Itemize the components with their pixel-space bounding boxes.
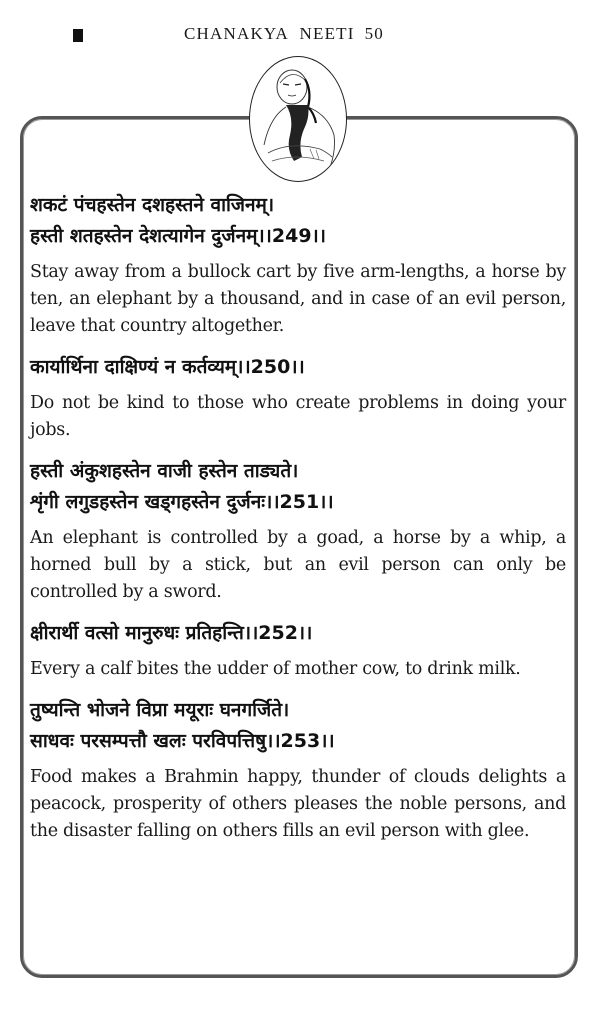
verse-block-252 bbox=[30, 618, 566, 683]
sanskrit-verse-line: तुष्यन्ति भोजने विप्रा मयूराः घनगर्जिते। bbox=[30, 699, 290, 721]
sanskrit-verse-line: हस्ती शतहस्तेन देशत्यागेन दुर्जनम्।।249।। bbox=[30, 225, 326, 247]
sanskrit-verse-line: साधवः परसम्पत्तौ खलः परविपत्तिषु।।253।। bbox=[30, 730, 335, 752]
verses-content bbox=[30, 190, 566, 857]
sanskrit-verse-line: क्षीरार्थी वत्सो मानुरुधः प्रतिहन्ति।।252।। bbox=[30, 622, 313, 644]
running-title bbox=[184, 22, 384, 46]
english-translation: Food makes a Brahmin happy, thunder of clouds delights a peacock, prosperity of others pleases the noble persons, and the disaster falling on others fills an evil person with glee. bbox=[30, 767, 566, 841]
english-translation: Stay away from a bullock cart by five arm-lengths, a horse by ten, an elephant by a thousand, and in case of an evil person, leave that country altogether. bbox=[30, 262, 566, 336]
header-square-mark bbox=[73, 29, 83, 42]
page-number: 50 bbox=[364, 24, 385, 43]
sanskrit-verse-line: शृंगी लगुडहस्तेन खड्गहस्तेन दुर्जनः।।251।। bbox=[30, 491, 334, 513]
english-translation: Every a calf bites the udder of mother cow, to drink milk. bbox=[30, 659, 521, 679]
verse-block-251 bbox=[30, 456, 566, 606]
verse-block-250 bbox=[30, 352, 566, 444]
sanskrit-verse-line: शकटं पंचहस्तेन दशहस्तने वाजिनम्। bbox=[30, 194, 275, 216]
english-translation: Do not be kind to those who create problems in doing your jobs. bbox=[30, 393, 566, 440]
page-header bbox=[0, 22, 600, 48]
sanskrit-verse-line: हस्ती अंकुशहस्तेन वाजी हस्तेन ताड्यते। bbox=[30, 460, 299, 482]
english-translation: An elephant is controlled by a goad, a horse by a whip, a horned bull by a stick, but an evil person can only be controlled by a sword. bbox=[30, 528, 566, 602]
verse-block-249 bbox=[30, 190, 566, 340]
chanakya-portrait-icon bbox=[249, 56, 347, 182]
book-title: CHANAKYA NEETI bbox=[184, 24, 355, 43]
sanskrit-verse-line: कार्यार्थिना दाक्षिण्यं न कर्तव्यम्।।250।। bbox=[30, 356, 305, 378]
verse-block-253 bbox=[30, 695, 566, 845]
